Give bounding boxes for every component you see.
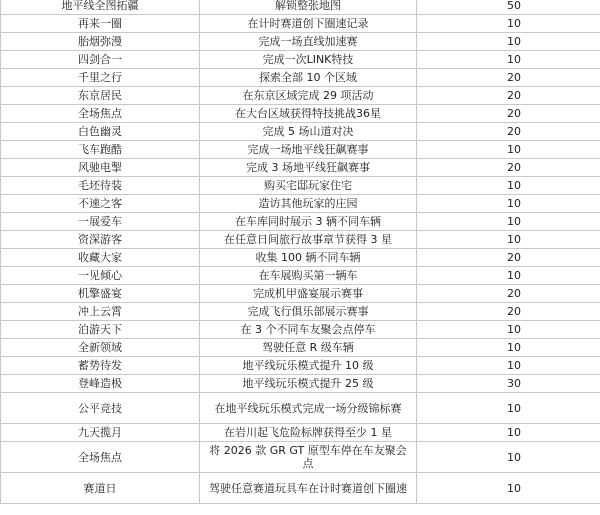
achievement-points: 10 bbox=[417, 15, 600, 33]
achievement-description: 驾驶任意赛道玩具车在计时赛道创下圈速 bbox=[200, 473, 417, 504]
achievement-points: 30 bbox=[417, 375, 600, 393]
achievement-name: 全场焦点 bbox=[1, 105, 200, 123]
achievement-name: 泊游天下 bbox=[1, 321, 200, 339]
achievement-description: 在车展购买第一辆车 bbox=[200, 267, 417, 285]
table-row bbox=[1, 357, 600, 375]
achievement-description: 在岩川起飞危险标牌获得至少 1 星 bbox=[200, 424, 417, 442]
achievement-name: 机擎盛宴 bbox=[1, 285, 200, 303]
achievement-description: 地平线玩乐模式提升 25 级 bbox=[200, 375, 417, 393]
achievement-description: 完成飞行俱乐部展示赛事 bbox=[200, 303, 417, 321]
achievement-name: 胎烟弥漫 bbox=[1, 33, 200, 51]
achievement-description: 购买宅邸玩家住宅 bbox=[200, 177, 417, 195]
table-row bbox=[1, 321, 600, 339]
achievement-name: 一展爱车 bbox=[1, 213, 200, 231]
table-row bbox=[1, 393, 600, 424]
table-row bbox=[1, 303, 600, 321]
achievement-name: 全新领域 bbox=[1, 339, 200, 357]
table-row bbox=[1, 213, 600, 231]
achievement-description: 探索全部 10 个区域 bbox=[200, 69, 417, 87]
table-row bbox=[1, 87, 600, 105]
achievement-name: 白色幽灵 bbox=[1, 123, 200, 141]
achievement-points: 10 bbox=[417, 231, 600, 249]
achievement-description: 在地平线玩乐模式完成一场分级锦标赛 bbox=[200, 393, 417, 424]
table-row bbox=[1, 442, 600, 473]
achievement-description: 完成 5 场山道对决 bbox=[200, 123, 417, 141]
achievement-points: 20 bbox=[417, 303, 600, 321]
achievement-description: 在计时赛道创下圈速记录 bbox=[200, 15, 417, 33]
table-row bbox=[1, 424, 600, 442]
achievement-name: 全场焦点 bbox=[1, 442, 200, 473]
achievement-description: 在 3 个不同车友聚会点停车 bbox=[200, 321, 417, 339]
achievement-name: 再来一圈 bbox=[1, 15, 200, 33]
achievement-name: 千里之行 bbox=[1, 69, 200, 87]
achievement-description: 收集 100 辆不同车辆 bbox=[200, 249, 417, 267]
achievement-points: 10 bbox=[417, 213, 600, 231]
achievement-description: 造访其他玩家的庄园 bbox=[200, 195, 417, 213]
achievement-name: 四剑合一 bbox=[1, 51, 200, 69]
achievement-name: 东京居民 bbox=[1, 87, 200, 105]
achievement-points: 10 bbox=[417, 195, 600, 213]
achievement-name: 风驰电掣 bbox=[1, 159, 200, 177]
achievement-points: 50 bbox=[417, 0, 600, 15]
table-row bbox=[1, 249, 600, 267]
table-row bbox=[1, 231, 600, 249]
table-row bbox=[1, 177, 600, 195]
achievement-points: 10 bbox=[417, 424, 600, 442]
achievement-points: 10 bbox=[417, 141, 600, 159]
achievement-points: 20 bbox=[417, 123, 600, 141]
achievement-description: 在东京区域完成 29 项活动 bbox=[200, 87, 417, 105]
achievement-name: 不速之客 bbox=[1, 195, 200, 213]
achievement-name: 蓄势待发 bbox=[1, 357, 200, 375]
achievement-name: 登峰造极 bbox=[1, 375, 200, 393]
achievement-points: 10 bbox=[417, 177, 600, 195]
achievement-name: 毛坯待装 bbox=[1, 177, 200, 195]
achievement-points: 10 bbox=[417, 33, 600, 51]
achievement-name: 飞车跑酷 bbox=[1, 141, 200, 159]
table-row bbox=[1, 375, 600, 393]
achievement-description: 在大台区域获得特技挑战36星 bbox=[200, 105, 417, 123]
achievement-name: 资深游客 bbox=[1, 231, 200, 249]
achievement-name: 九天揽月 bbox=[1, 424, 200, 442]
table-row bbox=[1, 51, 600, 69]
achievement-points: 10 bbox=[417, 267, 600, 285]
achievement-points: 10 bbox=[417, 473, 600, 504]
table-row bbox=[1, 69, 600, 87]
achievement-description: 地平线玩乐模式提升 10 级 bbox=[200, 357, 417, 375]
achievement-description: 在任意日间旅行故事章节获得 3 星 bbox=[200, 231, 417, 249]
achievement-description: 将 2026 款 GR GT 原型车停在车友聚会点 bbox=[200, 442, 417, 473]
table-row bbox=[1, 15, 600, 33]
achievement-name: 冲上云霄 bbox=[1, 303, 200, 321]
achievement-points: 10 bbox=[417, 51, 600, 69]
achievement-points: 20 bbox=[417, 87, 600, 105]
achievement-points: 20 bbox=[417, 159, 600, 177]
achievement-points: 20 bbox=[417, 285, 600, 303]
achievement-name: 收藏大家 bbox=[1, 249, 200, 267]
achievement-description: 完成一场地平线狂飙赛事 bbox=[200, 141, 417, 159]
table-row bbox=[1, 285, 600, 303]
table-row bbox=[1, 0, 600, 15]
achievement-points: 10 bbox=[417, 393, 600, 424]
achievement-description: 解锁整张地图 bbox=[200, 0, 417, 15]
achievement-description: 在车库同时展示 3 辆不同车辆 bbox=[200, 213, 417, 231]
achievement-points: 20 bbox=[417, 249, 600, 267]
achievement-points: 10 bbox=[417, 357, 600, 375]
achievement-points: 10 bbox=[417, 321, 600, 339]
achievement-points: 10 bbox=[417, 442, 600, 473]
table-row bbox=[1, 105, 600, 123]
achievement-name: 赛道日 bbox=[1, 473, 200, 504]
achievement-name: 地平线全图拓疆 bbox=[1, 0, 200, 15]
table-row bbox=[1, 141, 600, 159]
table-row bbox=[1, 195, 600, 213]
achievement-description: 驾驶任意 R 级车辆 bbox=[200, 339, 417, 357]
achievement-description: 完成一场直线加速赛 bbox=[200, 33, 417, 51]
achievements-table-body bbox=[1, 0, 600, 504]
achievement-description: 完成一次LINK特技 bbox=[200, 51, 417, 69]
table-row bbox=[1, 159, 600, 177]
achievement-name: 一见倾心 bbox=[1, 267, 200, 285]
achievement-name: 公平竞技 bbox=[1, 393, 200, 424]
achievement-description: 完成 3 场地平线狂飙赛事 bbox=[200, 159, 417, 177]
table-row bbox=[1, 339, 600, 357]
achievement-points: 20 bbox=[417, 105, 600, 123]
achievement-description: 完成机甲盛宴展示赛事 bbox=[200, 285, 417, 303]
table-row bbox=[1, 33, 600, 51]
achievement-points: 10 bbox=[417, 339, 600, 357]
achievement-points: 20 bbox=[417, 69, 600, 87]
table-row bbox=[1, 473, 600, 504]
table-row bbox=[1, 123, 600, 141]
table-row bbox=[1, 267, 600, 285]
